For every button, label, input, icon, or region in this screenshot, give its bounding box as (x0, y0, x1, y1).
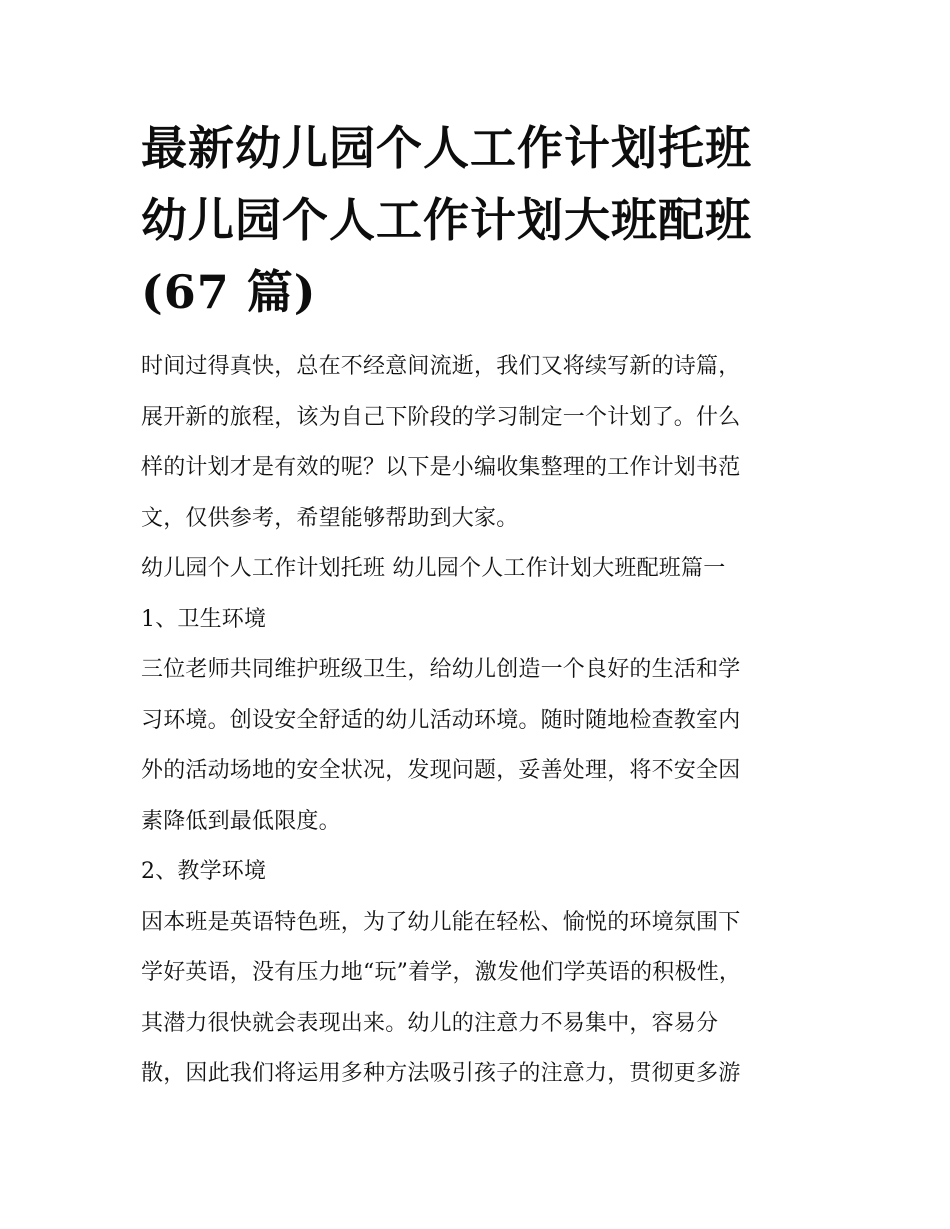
text-line: 时间过得真快，总在不经意间流逝，我们又将续写新的诗篇， (141, 354, 741, 379)
text-line: 三位老师共同维护班级卫生，给幼儿创造一个良好的生活和学 (141, 657, 741, 682)
title-line: 幼儿园个人工作计划大班配班 (141, 193, 752, 247)
document-body (141, 342, 817, 1100)
title-line: (67 篇) (141, 265, 317, 319)
title-line: 最新幼儿园个人工作计划托班 (141, 121, 752, 175)
text-line: 文，仅供参考，希望能够帮助到大家。 (141, 505, 519, 531)
text-line: 2、教学环境 (141, 859, 267, 884)
text-line: 习环境。创设安全舒适的幼儿活动环境。随时随地检查教室内 (141, 707, 741, 733)
text-line: 其潜力很快就会表现出来。幼儿的注意力不易集中，容易分 (141, 1010, 719, 1036)
section-heading (141, 544, 817, 595)
text-line: 素降低到最低限度。 (141, 808, 341, 834)
text-line: 展开新的旅程，该为自己下阶段的学习制定一个计划了。什么 (141, 404, 741, 430)
document-page (141, 112, 817, 1100)
hygiene-paragraph (141, 645, 817, 847)
text-line: 因本班是英语特色班，为了幼儿能在轻松、愉悦的环境氛围下 (141, 909, 741, 935)
text-line: 幼儿园个人工作计划托班 幼儿园个人工作计划大班配班篇一 (141, 556, 726, 581)
text-line: 1、卫生环境 (141, 606, 267, 632)
item-heading-teaching (141, 847, 817, 898)
text-line: 样的计划才是有效的呢？以下是小编收集整理的工作计划书范 (141, 455, 741, 480)
intro-paragraph (141, 342, 817, 544)
document-title (141, 112, 817, 328)
text-line: 外的活动场地的安全状况，发现问题，妥善处理，将不安全因 (141, 758, 741, 783)
item-heading-hygiene (141, 595, 817, 646)
teaching-paragraph (141, 898, 817, 1100)
text-line: 散，因此我们将运用多种方法吸引孩子的注意力，贯彻更多游 (141, 1061, 741, 1086)
text-line: 学好英语，没有压力地“玩”着学，激发他们学英语的积极性， (141, 960, 742, 985)
